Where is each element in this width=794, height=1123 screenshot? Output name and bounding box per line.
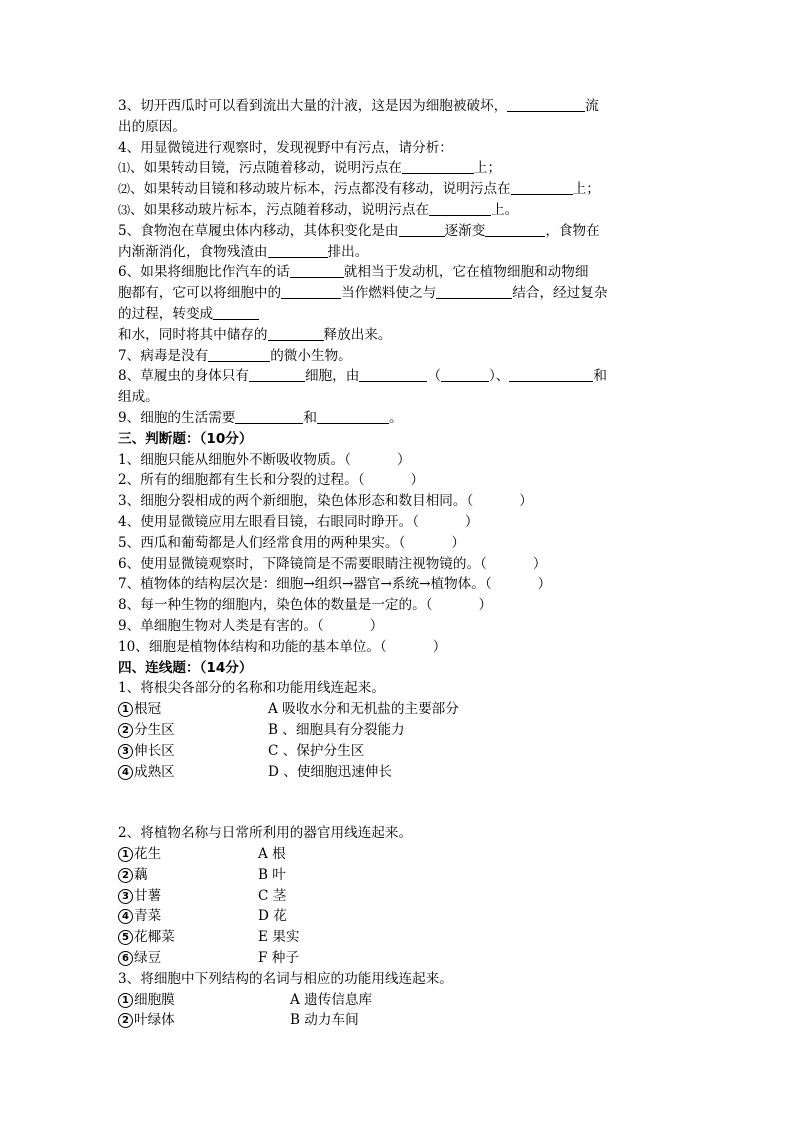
fill-q4-2-text-a: 、如果转动目镜和移动玻片标本，污点都没有移动，说明污点在	[130, 181, 511, 198]
fill-q3-text-c: 出的原因。	[118, 118, 186, 135]
answer-blank[interactable]	[485, 222, 545, 237]
fill-q5-text-b: 逐渐变	[444, 222, 486, 239]
judge-text: 5、西瓜和葡萄都是人们经常食用的两种果实。（	[118, 534, 406, 551]
fill-q6-text-e: 结合，经过复杂	[512, 285, 608, 302]
judge-item	[118, 595, 678, 616]
fill-q7-text-a: 7、病毒是没有	[118, 347, 209, 364]
circled-number: 6	[118, 951, 133, 966]
fill-q7	[118, 346, 678, 367]
match-right-item[interactable]: A 根	[258, 846, 286, 863]
fill-q4-3-text-b: 上。	[491, 201, 519, 218]
judge-close: ）	[464, 513, 479, 530]
match-left-item[interactable]	[118, 886, 258, 907]
fill-q4-1-text-a: 、如果转动目镜，污点随着移动，说明污点在	[130, 160, 402, 177]
judge-item	[118, 533, 678, 554]
judge-text: 2、所有的细胞都有生长和分裂的过程。（	[118, 472, 365, 489]
match-q2-row	[118, 886, 678, 907]
judge-item	[118, 637, 678, 658]
judge-text: 6、使用显微镜观察时，下降镜筒是不需要眼睛注视物镜的。（	[118, 555, 487, 572]
fill-q9-text-b: 和	[303, 409, 317, 426]
match-left-item[interactable]	[118, 741, 268, 762]
item-number: ⑴	[118, 161, 131, 176]
answer-blank[interactable]	[281, 284, 341, 299]
fill-q8-text-f: 组成。	[118, 389, 159, 406]
answer-blank[interactable]	[317, 409, 389, 424]
answer-blank[interactable]	[213, 305, 259, 320]
fill-q8-line2	[118, 387, 678, 408]
match-left-item[interactable]	[118, 762, 268, 783]
fill-q5-line2	[118, 242, 678, 263]
judge-item	[118, 450, 678, 471]
match-left-label: 青菜	[134, 908, 162, 925]
match-right-item[interactable]: C 茎	[258, 887, 287, 904]
fill-q4-2	[118, 179, 678, 200]
circled-number: 4	[118, 909, 133, 924]
answer-blank[interactable]	[429, 201, 491, 216]
match-left-item[interactable]	[118, 906, 258, 927]
match-left-item[interactable]	[118, 844, 258, 865]
circled-number: 3	[118, 889, 133, 904]
judge-close: ）	[369, 617, 384, 634]
fill-q5-line1	[118, 221, 678, 242]
judge-text: 10、细胞是植物体结构和功能的基本单位。（	[118, 638, 387, 655]
circled-number: 2	[118, 868, 133, 883]
match-right-item[interactable]: B 动力车间	[290, 1012, 359, 1029]
judge-close: ）	[396, 451, 411, 468]
judge-item	[118, 616, 678, 637]
fill-q9	[118, 408, 678, 429]
match-left-label: 叶绿体	[134, 1012, 175, 1029]
judge-close: ）	[410, 472, 425, 489]
answer-blank[interactable]	[507, 97, 585, 112]
item-number: ⑵	[118, 182, 131, 197]
fill-q4-3-text-a: 、如果移动玻片标本，污点随着移动，说明污点在	[130, 201, 430, 218]
match-left-label: 花椰菜	[134, 929, 175, 946]
match-left-label: 分生区	[134, 721, 175, 738]
circled-number: 3	[118, 744, 133, 759]
fill-q4-1-text-b: 上；	[473, 160, 502, 177]
match-left-item[interactable]	[118, 720, 268, 741]
judge-item	[118, 574, 678, 595]
fill-q6-text-d: 当作燃料使之与	[341, 285, 437, 302]
fill-q6-line1	[118, 262, 678, 283]
worksheet-page	[118, 96, 678, 1031]
fill-q4-1	[118, 158, 678, 179]
fill-q4-text: 4、用显微镜进行观察时，发现视野中有污点，请分析：	[118, 139, 453, 156]
answer-blank[interactable]	[436, 284, 512, 299]
circled-number: 1	[118, 993, 133, 1008]
match-left-label: 细胞膜	[134, 991, 175, 1008]
fill-q6-text-b: 就相当于发动机，它在植物细胞和动物细	[343, 264, 589, 281]
answer-blank[interactable]	[511, 180, 573, 195]
match-left-item[interactable]	[118, 948, 258, 969]
answer-blank[interactable]	[208, 347, 270, 362]
judge-item	[118, 512, 678, 533]
fill-q8-text-e: 和	[593, 368, 607, 385]
match-q1-row	[118, 741, 678, 762]
answer-blank[interactable]	[249, 367, 305, 382]
match-q2-row	[118, 865, 678, 886]
fill-q7-text-b: 的微小生物。	[270, 347, 352, 364]
match-right-item[interactable]: F 种子	[258, 950, 299, 967]
match-q2-row	[118, 906, 678, 927]
judge-text: 7、植物体的结构层次是：细胞→组织→器官→系统→植物体。（	[118, 576, 492, 593]
fill-q5-text-c: ，食物在	[545, 222, 600, 239]
match-left-item[interactable]	[118, 699, 268, 720]
circled-number: 2	[118, 1013, 133, 1028]
judge-close: ）	[532, 555, 547, 572]
match-left-label: 甘薯	[134, 887, 162, 904]
match-q1-row	[118, 699, 678, 720]
judge-item	[118, 554, 678, 575]
judge-close: ）	[519, 493, 533, 510]
judge-text: 8、每一种生物的细胞内，染色体的数量是一定的。（	[118, 597, 433, 614]
fill-q6-text-g: 和水，同时将其中储存的	[118, 326, 268, 343]
circled-number: 1	[118, 847, 133, 862]
fill-q5-text-e: 排出。	[327, 243, 369, 260]
spacer	[118, 782, 678, 823]
match-left-label: 伸长区	[134, 742, 175, 759]
section-heading-match: 四、连线题：（14分）	[118, 659, 253, 676]
answer-blank[interactable]	[441, 367, 489, 382]
answer-blank[interactable]	[359, 367, 427, 382]
fill-q8-line1	[118, 366, 678, 387]
judge-close: ）	[451, 534, 465, 551]
match-right-item[interactable]: B 、细胞具有分裂能力	[268, 721, 405, 738]
match-right-item[interactable]: B 叶	[258, 866, 286, 883]
fill-q8-text-a: 8、草履虫的身体只有	[118, 368, 249, 385]
match-right-item[interactable]: A 吸收水分和无机盐的主要部分	[268, 701, 459, 718]
fill-q4-prompt	[118, 138, 678, 159]
match-q2-row	[118, 927, 678, 948]
match-left-label: 成熟区	[134, 763, 175, 780]
judge-item	[118, 470, 678, 491]
fill-q6-line3	[118, 304, 678, 325]
answer-blank[interactable]	[290, 263, 344, 278]
fill-q8-text-c: （	[427, 368, 441, 385]
fill-q6-text-a: 6、如果将细胞比作汽车的话	[118, 264, 290, 281]
match-left-item[interactable]	[118, 865, 258, 886]
match-right-item[interactable]: A 遗传信息库	[290, 991, 373, 1008]
match-left-label: 绿豆	[134, 950, 162, 967]
match-left-item[interactable]	[118, 990, 290, 1011]
match-q3-row	[118, 1010, 678, 1031]
item-number: ⑶	[118, 202, 131, 217]
match-q3-title: 3、将细胞中下列结构的名词与相应的功能用线连起来。	[118, 970, 453, 987]
fill-q5-text-d: 内渐渐消化，食物残渣由	[118, 243, 268, 260]
circled-number: 2	[118, 723, 133, 738]
judge-text: 4、使用显微镜应用左眼看目镜，右眼同时睁开。（	[118, 513, 419, 530]
match-right-item[interactable]: D 花	[258, 908, 287, 925]
match-q1-row	[118, 720, 678, 741]
judge-text: 9、单细胞生物对人类是有害的。（	[118, 617, 324, 634]
fill-q6-text-c: 胞都有，它可以将细胞中的	[118, 285, 282, 302]
match-q1-row	[118, 762, 678, 783]
match-q1-title: 1、将根尖各部分的名称和功能用线连起来。	[118, 680, 385, 697]
match-left-label: 藕	[134, 866, 148, 883]
fill-q3-text-b: 流	[585, 98, 599, 114]
answer-blank[interactable]	[509, 367, 593, 382]
answer-blank[interactable]	[399, 222, 445, 237]
judge-text: 3、细胞分裂相成的两个新细胞，染色体形态和数目相同。（	[118, 493, 474, 510]
match-q2-row	[118, 844, 678, 865]
match-right-item[interactable]: D 、使细胞迅速伸长	[268, 763, 392, 780]
answer-blank[interactable]	[268, 243, 328, 258]
match-left-item[interactable]	[118, 1010, 290, 1031]
fill-q8-text-d: ）、	[488, 368, 510, 385]
match-left-label: 花生	[134, 846, 162, 863]
answer-blank[interactable]	[235, 409, 303, 424]
fill-q8-text-b: 细胞，由	[305, 368, 360, 385]
match-right-item[interactable]: E 果实	[258, 929, 300, 946]
fill-q6-line4	[118, 325, 678, 346]
judge-close: ）	[478, 597, 493, 614]
section-heading-judge: 三、判断题：（10分）	[118, 430, 253, 447]
fill-q6-line2	[118, 283, 678, 304]
judge-close: ）	[432, 638, 447, 655]
fill-q3-line2	[118, 117, 678, 138]
answer-blank[interactable]	[402, 159, 474, 174]
fill-q5-text-a: 5、食物泡在草履虫体内移动，其体积变化是由	[118, 222, 399, 239]
match-q2-title: 2、将植物名称与日常所利用的器官用线连起来。	[118, 825, 413, 842]
match-left-item[interactable]	[118, 927, 258, 948]
circled-number: 4	[118, 765, 133, 780]
match-q2-row	[118, 948, 678, 969]
match-right-item[interactable]: C 、保护分生区	[268, 742, 365, 759]
judge-item	[118, 491, 678, 512]
fill-q3-line1	[118, 96, 678, 117]
judge-close: ）	[537, 576, 552, 593]
fill-q4-2-text-b: 上；	[572, 181, 600, 198]
fill-q9-text-c: 。	[389, 409, 403, 426]
circled-number: 1	[118, 702, 133, 717]
fill-q4-3	[118, 200, 678, 221]
fill-q6-text-f: 的过程，转变成	[118, 305, 214, 322]
fill-q9-text-a: 9、细胞的生活需要	[118, 409, 236, 426]
match-q3-row	[118, 990, 678, 1011]
circled-number: 5	[118, 930, 133, 945]
answer-blank[interactable]	[268, 326, 324, 341]
fill-q3-text-a: 3、切开西瓜时可以看到流出大量的汁液，这是因为细胞被破坏，	[118, 98, 508, 114]
match-left-label: 根冠	[134, 701, 162, 718]
fill-q6-text-h: 释放出来。	[323, 326, 392, 343]
judge-text: 1、细胞只能从细胞外不断吸收物质。（	[118, 451, 351, 468]
